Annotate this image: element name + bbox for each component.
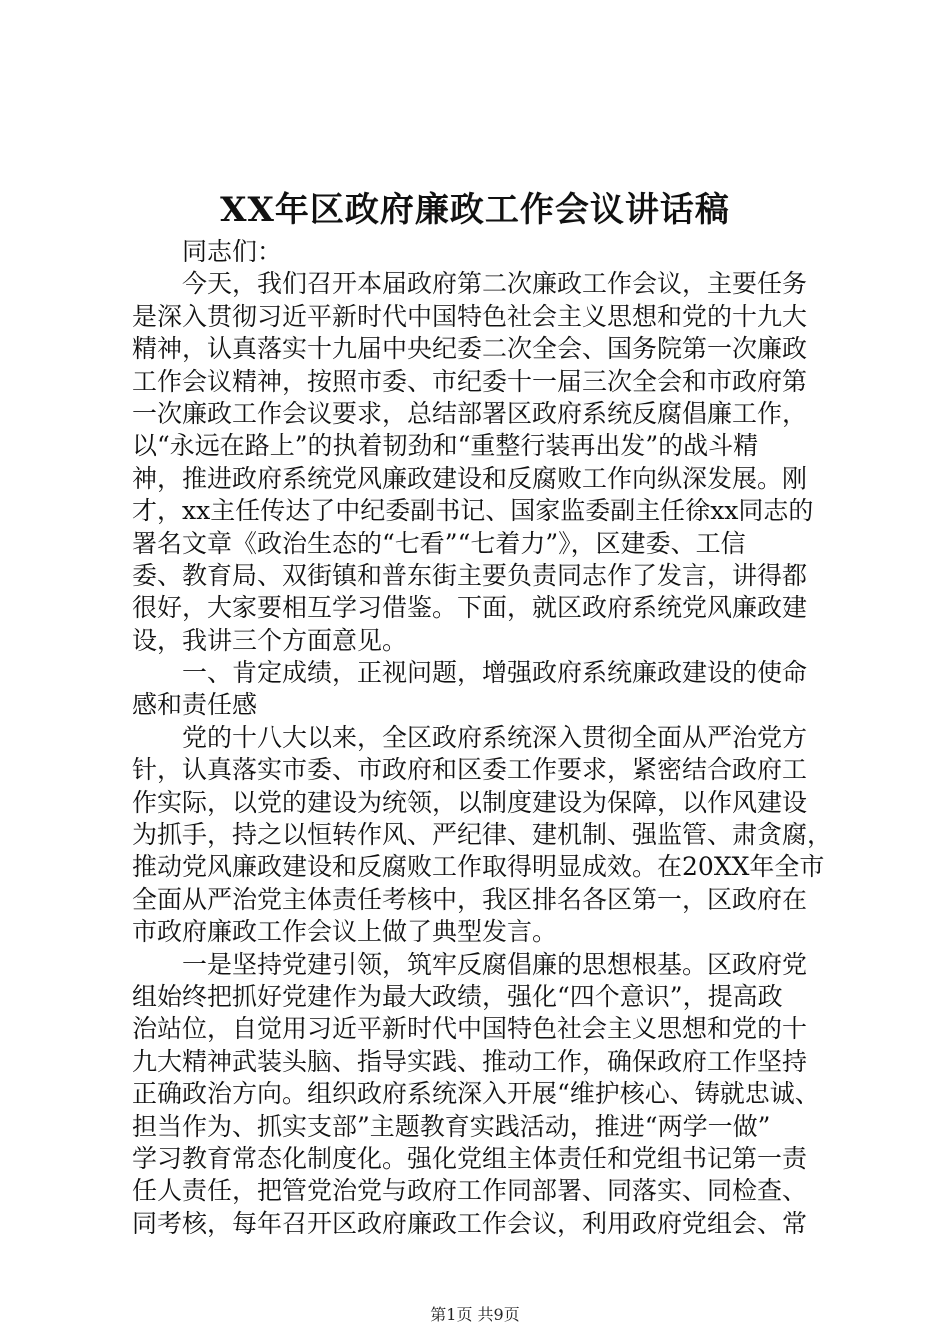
document-body: [132, 236, 832, 1240]
text-line: 一次廉政工作会议要求，总结部署区政府系统反腐倡廉工作，: [132, 398, 808, 428]
text-line: 党的十八大以来，全区政府系统深入贯彻全面从严治党方: [182, 722, 808, 752]
text-line: 设，我讲三个方面意见。: [132, 625, 408, 655]
text-line: 市政府廉政工作会议上做了典型发言。: [132, 917, 558, 947]
text-line: 全面从严治党主体责任考核中，我区排名各区第一，区政府在: [132, 884, 808, 914]
text-line: 今天，我们召开本届政府第二次廉政工作会议，主要任务: [182, 269, 808, 299]
text-line: 工作会议精神，按照市委、市纪委十一届三次全会和市政府第: [132, 366, 808, 396]
section-heading-line: 一、肯定成绩，正视问题，增强政府系统廉政建设的使命: [182, 658, 808, 688]
text-line: 作实际，以党的建设为统领，以制度建设为保障，以作风建设: [132, 787, 808, 817]
text-line: 以“永远在路上”的执着韧劲和“重整行装再出发”的战斗精: [132, 431, 759, 461]
text-line: 组始终把抓好党建作为最大政绩，强化“四个意识”，提高政: [132, 981, 783, 1011]
text-line: 是深入贯彻习近平新时代中国特色社会主义思想和党的十九大: [132, 301, 808, 331]
text-line: 署名文章《政治生态的“七看”“七着力”》，区建委、工信: [132, 528, 746, 558]
text-line: 正确政治方向。组织政府系统深入开展“维护核心、铸就忠诚、: [132, 1079, 820, 1109]
text-line: 精神，认真落实十九届中央纪委二次全会、国务院第一次廉政: [132, 334, 808, 364]
text-line: 九大精神武装头脑、指导实践、推动工作，确保政府工作坚持: [132, 1046, 808, 1076]
document-title: XX年区政府廉政工作会议讲话稿: [220, 190, 730, 230]
text-line: 神，推进政府系统党风廉政建设和反腐败工作向纵深发展。刚: [132, 463, 808, 493]
text-line: 才，xx主任传达了中纪委副书记、国家监委副主任徐xx同志的: [132, 496, 814, 526]
text-line: 为抓手，持之以恒转作风、严纪律、建机制、强监管、肃贪腐，: [132, 820, 832, 850]
text-line: 同考核，每年召开区政府廉政工作会议，利用政府党组会、常: [132, 1208, 808, 1238]
text-line: 委、教育局、双街镇和普东街主要负责同志作了发言，讲得都: [132, 560, 808, 590]
section-heading-line: 感和责任感: [132, 690, 258, 720]
text-line: 学习教育常态化制度化。强化党组主体责任和党组书记第一责: [132, 1143, 808, 1173]
text-line: 针，认真落实市委、市政府和区委工作要求，紧密结合政府工: [132, 755, 808, 785]
text-line: 同志们：: [182, 237, 283, 266]
text-line: 推动党风廉政建设和反腐败工作取得明显成效。在20XX年全市: [132, 852, 825, 882]
text-line: 治站位，自觉用习近平新时代中国特色社会主义思想和党的十: [132, 1014, 808, 1044]
text-line: 很好，大家要相互学习借鉴。下面，就区政府系统党风廉政建: [132, 593, 808, 623]
text-line: 任人责任，把管党治党与政府工作同部署、同落实、同检查、: [132, 1176, 808, 1206]
text-line: 一是坚持党建引领，筑牢反腐倡廉的思想根基。区政府党: [182, 949, 808, 979]
text-line: 担当作为、抓实支部”主题教育实践活动，推进“两学一做”: [132, 1111, 771, 1141]
page-number-footer: 第1页 共9页: [430, 1305, 520, 1324]
